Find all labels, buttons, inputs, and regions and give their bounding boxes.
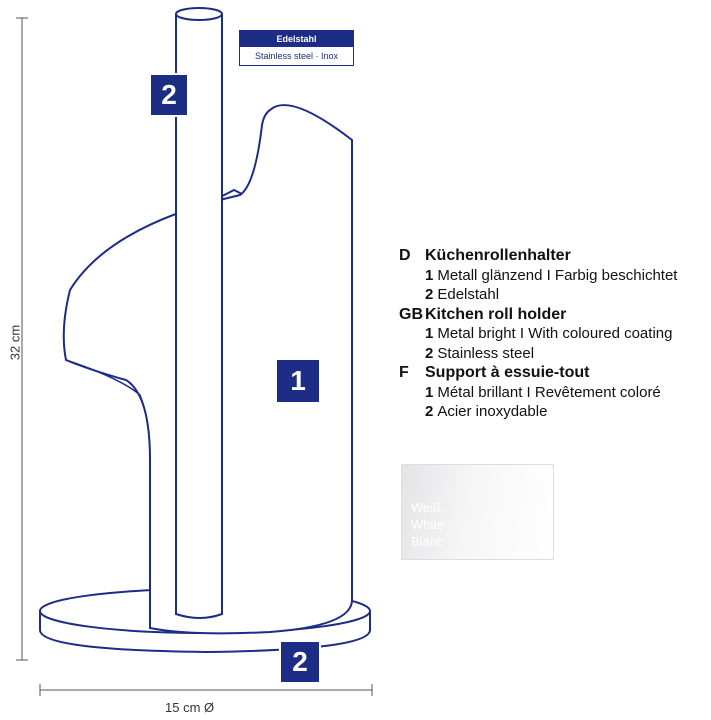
swatch-label-en: White [411, 517, 445, 532]
legend-item [399, 402, 677, 422]
legend-number: 2 [425, 344, 434, 362]
legend-heading [399, 246, 677, 266]
legend-group-fr [399, 363, 677, 422]
width-dimension-line [40, 684, 372, 696]
language-code: D [399, 247, 411, 264]
height-label: 32 cm [7, 324, 23, 361]
legend-heading [399, 305, 677, 325]
legend-item [399, 383, 677, 403]
legend-text: Metal bright I With coloured coating [437, 325, 673, 342]
legend-title: Küchenrollenhalter [425, 247, 571, 264]
color-swatch-white [401, 464, 554, 560]
swatch-label [411, 499, 444, 550]
legend-text: Acier inoxydable [437, 403, 548, 420]
language-code: GB [399, 305, 423, 323]
badge-body-part: 1 [275, 358, 321, 404]
legend-text: Edelstahl [437, 286, 500, 303]
legend-group-gb [399, 305, 677, 364]
legend-number: 1 [425, 383, 434, 401]
legend-group-de [399, 246, 677, 305]
legend-text: Métal brillant I Revêtement coloré [437, 383, 661, 401]
legend-item [399, 285, 677, 305]
legend-item [399, 344, 677, 364]
language-code: F [399, 364, 409, 381]
legend-heading [399, 363, 677, 383]
legend-title: Support à essuie-tout [425, 364, 590, 381]
legend-number: 1 [425, 325, 434, 342]
legend-number: 2 [425, 403, 434, 420]
material-tag [239, 30, 354, 66]
legend-text: Metall glänzend I Farbig beschichtet [437, 266, 678, 284]
legend-item [399, 324, 677, 344]
material-tag-subtitle: Stainless steel · Inox [254, 51, 339, 61]
diameter-label: 15 cm Ø [165, 700, 215, 715]
badge-base-part: 2 [279, 640, 321, 684]
legend-number: 1 [425, 266, 434, 284]
legend-item [399, 266, 677, 286]
swatch-label-de: Weiß [411, 500, 442, 515]
swatch-label-fr: Blanc [411, 534, 444, 549]
badge-tube-part: 2 [149, 73, 189, 117]
legend-text: Stainless steel [437, 344, 535, 362]
legend [399, 246, 677, 422]
legend-number: 2 [425, 286, 434, 303]
material-tag-title: Edelstahl [240, 31, 353, 47]
legend-title: Kitchen roll holder [425, 305, 567, 323]
